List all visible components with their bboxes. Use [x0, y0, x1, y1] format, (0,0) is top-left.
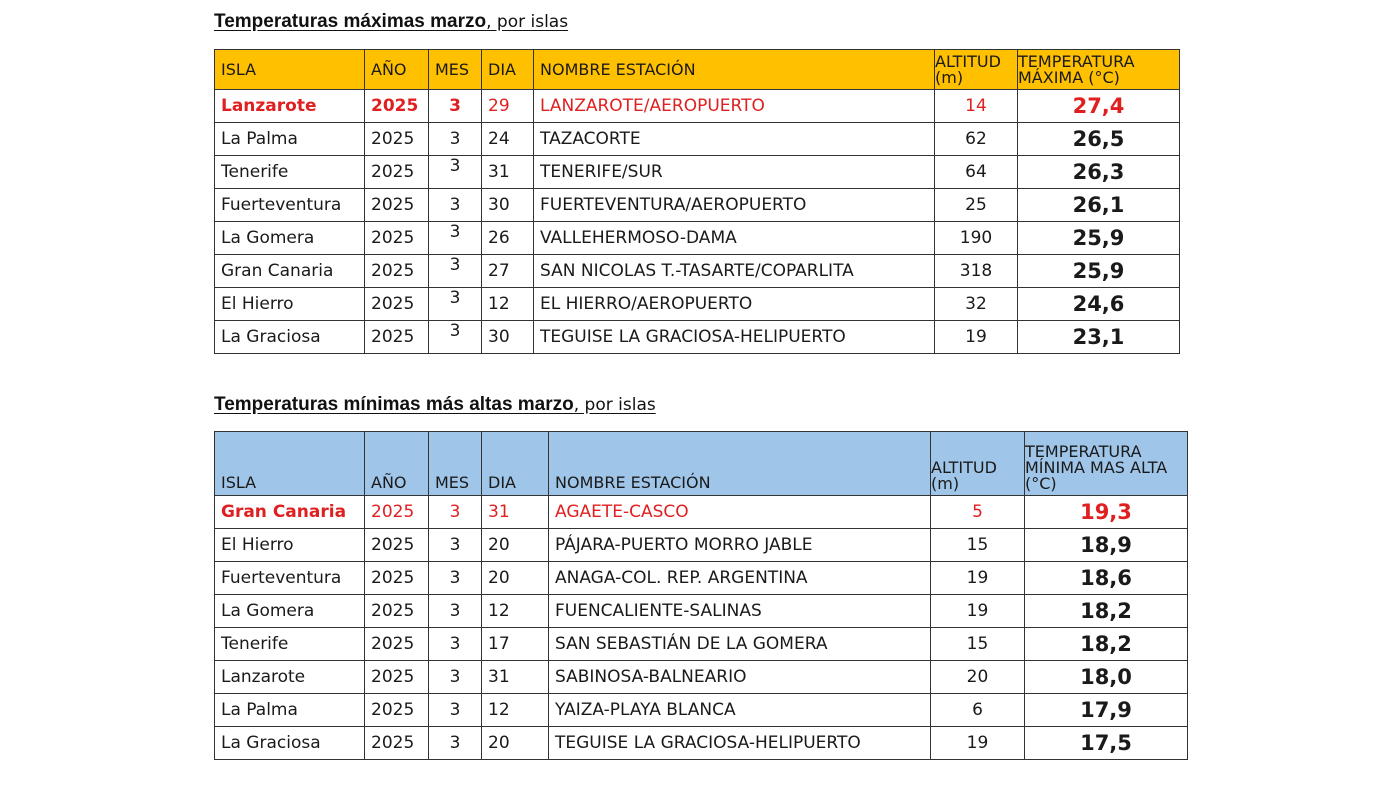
cell-temperatura: 26,3 [1018, 156, 1180, 189]
cell-altitud: 318 [935, 255, 1018, 288]
cell-dia: 12 [482, 595, 549, 628]
cell-anio: 2025 [365, 661, 429, 694]
cell-altitud: 15 [931, 529, 1025, 562]
cell-dia: 31 [482, 496, 549, 529]
cell-anio: 2025 [365, 255, 429, 288]
max-title-rest: , por islas [486, 12, 569, 32]
cell-isla: Lanzarote [215, 90, 365, 123]
cell-isla: Gran Canaria [215, 496, 365, 529]
cell-mes: 3 [429, 156, 482, 189]
header-altitud [935, 50, 1018, 90]
min-section-title [214, 394, 656, 416]
cell-estacion: VALLEHERMOSO-DAMA [534, 222, 935, 255]
table-row [215, 727, 1188, 760]
max-section-title [214, 11, 568, 33]
max-temperatures-table [214, 49, 1180, 354]
cell-anio: 2025 [365, 90, 429, 123]
cell-dia: 20 [482, 529, 549, 562]
table-row [215, 628, 1188, 661]
cell-altitud: 62 [935, 123, 1018, 156]
cell-temperatura: 25,9 [1018, 255, 1180, 288]
cell-estacion: SABINOSA-BALNEARIO [549, 661, 931, 694]
cell-dia: 24 [482, 123, 534, 156]
header-dia: DIA [482, 432, 549, 496]
cell-temperatura: 27,4 [1018, 90, 1180, 123]
cell-mes: 3 [429, 529, 482, 562]
cell-altitud: 14 [935, 90, 1018, 123]
cell-anio: 2025 [365, 595, 429, 628]
cell-estacion: SAN NICOLAS T.-TASARTE/COPARLITA [534, 255, 935, 288]
cell-altitud: 15 [931, 628, 1025, 661]
cell-anio: 2025 [365, 628, 429, 661]
cell-anio: 2025 [365, 562, 429, 595]
cell-isla: Lanzarote [215, 661, 365, 694]
cell-estacion: TEGUISE LA GRACIOSA-HELIPUERTO [534, 321, 935, 354]
cell-mes: 3 [429, 661, 482, 694]
max-title-bold: Temperaturas máximas marzo [214, 11, 487, 32]
cell-mes: 3 [429, 562, 482, 595]
header-mes: MES [429, 50, 482, 90]
header-altitud-line2: (m) [935, 67, 964, 87]
table-row [215, 90, 1180, 123]
cell-altitud: 19 [931, 595, 1025, 628]
cell-temperatura: 18,2 [1025, 628, 1188, 661]
cell-mes: 3 [429, 727, 482, 760]
table-row [215, 562, 1188, 595]
table-row [215, 694, 1188, 727]
cell-temperatura: 26,5 [1018, 123, 1180, 156]
header-temp-line3: (°C) [1025, 474, 1057, 493]
cell-isla: Tenerife [215, 628, 365, 661]
cell-anio: 2025 [365, 189, 429, 222]
cell-altitud: 19 [935, 321, 1018, 354]
cell-mes: 3 [429, 222, 482, 255]
table-row [215, 529, 1188, 562]
cell-temperatura: 18,6 [1025, 562, 1188, 595]
cell-temperatura: 26,1 [1018, 189, 1180, 222]
cell-temperatura: 18,0 [1025, 661, 1188, 694]
cell-estacion: SAN SEBASTIÁN DE LA GOMERA [549, 628, 931, 661]
header-temp-line1: TEMPERATURA [1025, 442, 1142, 461]
cell-temperatura: 18,9 [1025, 529, 1188, 562]
cell-altitud: 19 [931, 727, 1025, 760]
cell-anio: 2025 [365, 694, 429, 727]
header-altitud-line1: ALTITUD [931, 458, 997, 477]
cell-estacion: TAZACORTE [534, 123, 935, 156]
cell-temperatura: 23,1 [1018, 321, 1180, 354]
cell-isla: Tenerife [215, 156, 365, 189]
cell-isla: La Graciosa [215, 727, 365, 760]
table-row [215, 661, 1188, 694]
cell-altitud: 20 [931, 661, 1025, 694]
cell-isla: La Palma [215, 694, 365, 727]
min-title-bold: Temperaturas mínimas más altas marzo [214, 394, 574, 415]
cell-dia: 12 [482, 288, 534, 321]
cell-dia: 12 [482, 694, 549, 727]
header-altitud-line1: ALTITUD [935, 51, 1001, 71]
cell-isla: El Hierro [215, 529, 365, 562]
cell-isla: Fuerteventura [215, 562, 365, 595]
cell-altitud: 64 [935, 156, 1018, 189]
cell-estacion: AGAETE-CASCO [549, 496, 931, 529]
cell-dia: 27 [482, 255, 534, 288]
cell-estacion: ANAGA-COL. REP. ARGENTINA [549, 562, 931, 595]
cell-mes: 3 [429, 595, 482, 628]
cell-mes: 3 [429, 628, 482, 661]
cell-altitud: 190 [935, 222, 1018, 255]
cell-dia: 17 [482, 628, 549, 661]
cell-isla: La Graciosa [215, 321, 365, 354]
cell-dia: 31 [482, 156, 534, 189]
cell-mes: 3 [429, 288, 482, 321]
cell-temperatura: 25,9 [1018, 222, 1180, 255]
cell-dia: 29 [482, 90, 534, 123]
table-row [215, 595, 1188, 628]
header-mes: MES [429, 432, 482, 496]
cell-dia: 20 [482, 727, 549, 760]
cell-dia: 20 [482, 562, 549, 595]
cell-isla: Gran Canaria [215, 255, 365, 288]
header-altitud [931, 432, 1025, 496]
header-temperatura [1025, 432, 1188, 496]
cell-altitud: 6 [931, 694, 1025, 727]
cell-isla: La Gomera [215, 222, 365, 255]
cell-mes: 3 [429, 123, 482, 156]
cell-mes: 3 [429, 189, 482, 222]
table-row [215, 496, 1188, 529]
cell-mes: 3 [429, 694, 482, 727]
cell-anio: 2025 [365, 496, 429, 529]
cell-temperatura: 17,9 [1025, 694, 1188, 727]
table-header-row [215, 50, 1180, 90]
cell-altitud: 32 [935, 288, 1018, 321]
cell-estacion: EL HIERRO/AEROPUERTO [534, 288, 935, 321]
header-anio: AÑO [365, 50, 429, 90]
header-temperatura [1018, 50, 1180, 90]
cell-isla: Fuerteventura [215, 189, 365, 222]
table-row [215, 321, 1180, 354]
cell-estacion: FUENCALIENTE-SALINAS [549, 595, 931, 628]
header-temp-line2: MÁXIMA (°C) [1018, 67, 1120, 87]
cell-isla: La Palma [215, 123, 365, 156]
cell-estacion: LANZAROTE/AEROPUERTO [534, 90, 935, 123]
min-title-rest: , por islas [573, 395, 656, 415]
cell-dia: 26 [482, 222, 534, 255]
cell-temperatura: 18,2 [1025, 595, 1188, 628]
header-altitud-line2: (m) [931, 474, 960, 493]
table-row [215, 255, 1180, 288]
cell-altitud: 5 [931, 496, 1025, 529]
cell-dia: 30 [482, 189, 534, 222]
table-row [215, 222, 1180, 255]
cell-dia: 30 [482, 321, 534, 354]
table-row [215, 189, 1180, 222]
cell-estacion: PÁJARA-PUERTO MORRO JABLE [549, 529, 931, 562]
header-temp-line1: TEMPERATURA [1018, 51, 1135, 71]
cell-estacion: YAIZA-PLAYA BLANCA [549, 694, 931, 727]
cell-mes: 3 [429, 90, 482, 123]
cell-estacion: FUERTEVENTURA/AEROPUERTO [534, 189, 935, 222]
header-anio: AÑO [365, 432, 429, 496]
cell-isla: La Gomera [215, 595, 365, 628]
cell-anio: 2025 [365, 123, 429, 156]
min-temperatures-table [214, 431, 1188, 760]
cell-anio: 2025 [365, 727, 429, 760]
cell-estacion: TEGUISE LA GRACIOSA-HELIPUERTO [549, 727, 931, 760]
cell-temperatura: 17,5 [1025, 727, 1188, 760]
cell-anio: 2025 [365, 288, 429, 321]
cell-temperatura: 24,6 [1018, 288, 1180, 321]
header-dia: DIA [482, 50, 534, 90]
table-row [215, 288, 1180, 321]
cell-dia: 31 [482, 661, 549, 694]
header-estacion: NOMBRE ESTACIÓN [534, 50, 935, 90]
cell-anio: 2025 [365, 529, 429, 562]
table-row [215, 156, 1180, 189]
cell-anio: 2025 [365, 156, 429, 189]
table-header-row [215, 432, 1188, 496]
cell-altitud: 25 [935, 189, 1018, 222]
cell-mes: 3 [429, 255, 482, 288]
cell-altitud: 19 [931, 562, 1025, 595]
header-isla: ISLA [215, 432, 365, 496]
cell-mes: 3 [429, 321, 482, 354]
cell-anio: 2025 [365, 222, 429, 255]
cell-isla: El Hierro [215, 288, 365, 321]
cell-estacion: TENERIFE/SUR [534, 156, 935, 189]
cell-temperatura: 19,3 [1025, 496, 1188, 529]
table-row [215, 123, 1180, 156]
header-temp-line2: MÍNIMA MAS ALTA [1025, 458, 1168, 477]
header-estacion: NOMBRE ESTACIÓN [549, 432, 931, 496]
header-isla: ISLA [215, 50, 365, 90]
cell-anio: 2025 [365, 321, 429, 354]
cell-mes: 3 [429, 496, 482, 529]
